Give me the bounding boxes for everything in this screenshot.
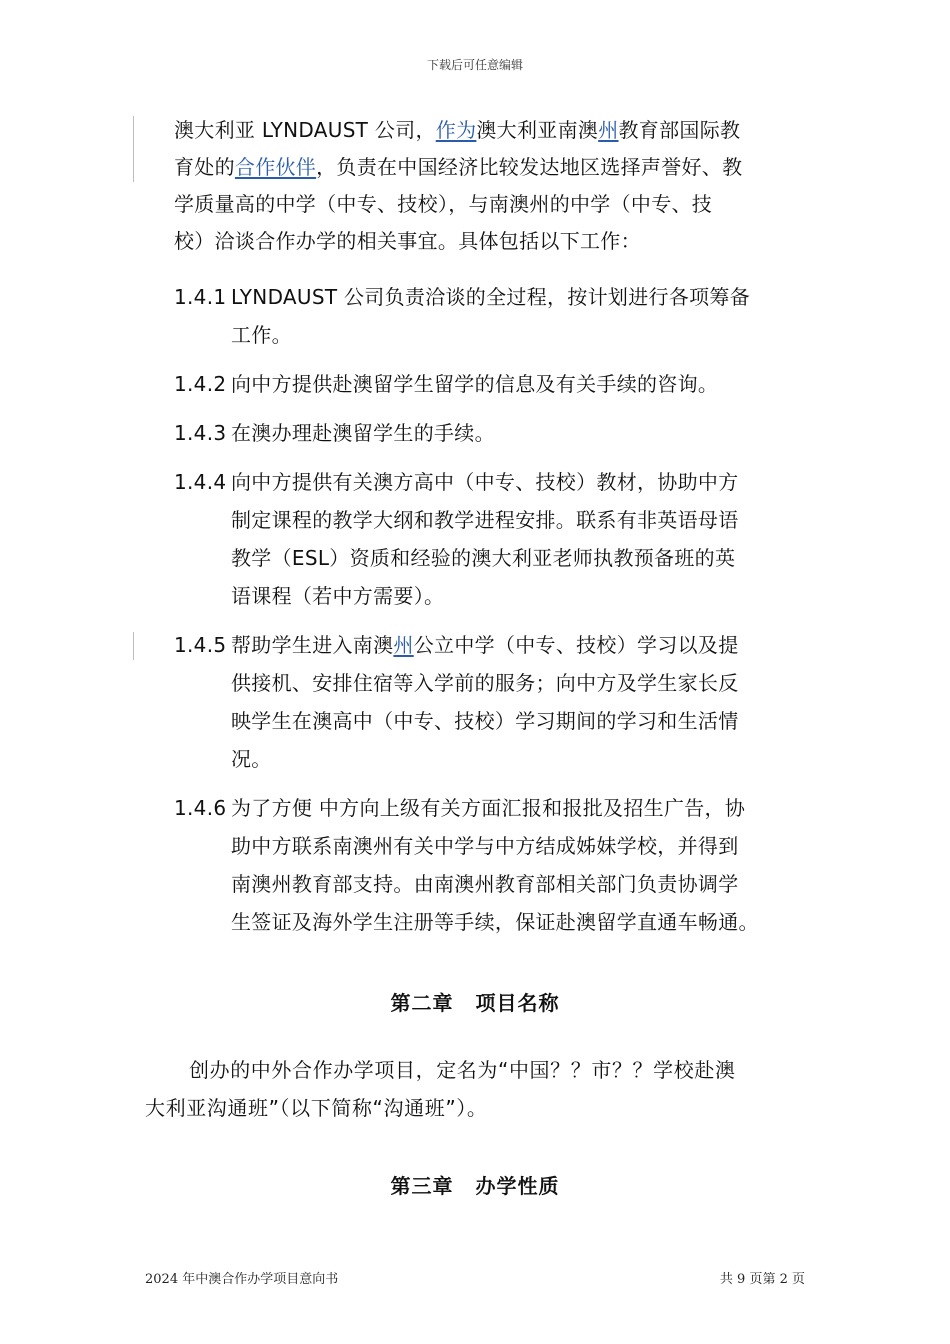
list-item bbox=[174, 789, 834, 941]
intro-line: 澳大利亚 LYNDAUST 公司，作为澳大利亚南澳州教育部国际教 bbox=[174, 118, 741, 142]
chapter-3-heading bbox=[0, 1170, 950, 1199]
link-zuowei[interactable]: 作为 bbox=[435, 118, 477, 142]
chapter-label: 第三章 bbox=[390, 1174, 454, 1198]
item-number: 1.4.5 bbox=[174, 633, 227, 657]
revision-bar bbox=[133, 116, 134, 182]
chapter-2-heading bbox=[0, 987, 950, 1016]
footer-page-number: 共 9 页第 2 页 bbox=[719, 1272, 805, 1287]
revision-bar bbox=[133, 632, 134, 660]
intro-paragraph bbox=[174, 112, 814, 260]
link-hezuohuoban[interactable]: 合作伙伴 bbox=[234, 155, 317, 179]
item-number: 1.4.4 bbox=[174, 470, 227, 494]
page-header: 下载后可任意编辑 bbox=[426, 58, 523, 72]
intro-line: 育处的合作伙伴，负责在中国经济比较发达地区选择声誉好、教 bbox=[174, 155, 743, 179]
intro-line: 学质量高的中学（中专、技校），与南澳州的中学（中专、技 bbox=[174, 192, 713, 216]
footer-document-title: 2024 年中澳合作办学项目意向书 bbox=[145, 1272, 339, 1287]
link-zhou[interactable]: 州 bbox=[393, 633, 414, 657]
item-number: 1.4.3 bbox=[174, 421, 227, 445]
list-item bbox=[174, 463, 834, 615]
chapter-title: 办学性质 bbox=[475, 1174, 560, 1198]
item-text: 在澳办理赴澳留学生的手续。 bbox=[231, 421, 495, 445]
list-item bbox=[174, 626, 834, 778]
item-text: 为了方便 中方向上级有关方面汇报和报批及招生广告，协 助中方联系南澳州有关中学与中方结成姊妹学校，并得到 南澳州教育部支持。由南澳州教育部相关部门负责协调学 生签证及海外学生注册等手续，保证赴澳留学直通车畅通。 bbox=[231, 796, 759, 934]
item-text: 向中方提供有关澳方高中（中专、技校）教材，协助中方 制定课程的教学大纲和教学进程安排。联系有非英语母语 教学（ESL）资质和经验的澳大利亚老师执教预备班的英 语课程（若中方需要）。 bbox=[231, 470, 739, 608]
item-number: 1.4.1 bbox=[174, 285, 227, 309]
body-paragraph: 创办的中外合作办学项目，定名为“中国？？市？？学校赴澳 大利亚沟通班”（以下简称“沟通班”）。 bbox=[145, 1058, 736, 1120]
link-zhou[interactable]: 州 bbox=[598, 118, 619, 142]
chapter-title: 项目名称 bbox=[475, 991, 560, 1015]
chapter-label: 第二章 bbox=[390, 991, 454, 1015]
item-number: 1.4.6 bbox=[174, 796, 227, 820]
list-item bbox=[174, 365, 834, 403]
work-item-list bbox=[174, 278, 834, 952]
list-item bbox=[174, 414, 834, 452]
list-item bbox=[174, 278, 834, 354]
item-text: 帮助学生进入南澳州公立中学（中专、技校）学习以及提 供接机、安排住宿等入学前的服务；向中方及学生家长反 映学生在澳高中（中专、技校）学习期间的学习和生活情 况。 bbox=[231, 633, 739, 771]
item-text: 向中方提供赴澳留学生留学的信息及有关手续的咨询。 bbox=[231, 372, 719, 396]
item-number: 1.4.2 bbox=[174, 372, 227, 396]
item-text: LYNDAUST 公司负责洽谈的全过程，按计划进行各项筹备 工作。 bbox=[231, 285, 751, 347]
intro-line: 校）洽谈合作办学的相关事宜。具体包括以下工作： bbox=[174, 229, 641, 253]
